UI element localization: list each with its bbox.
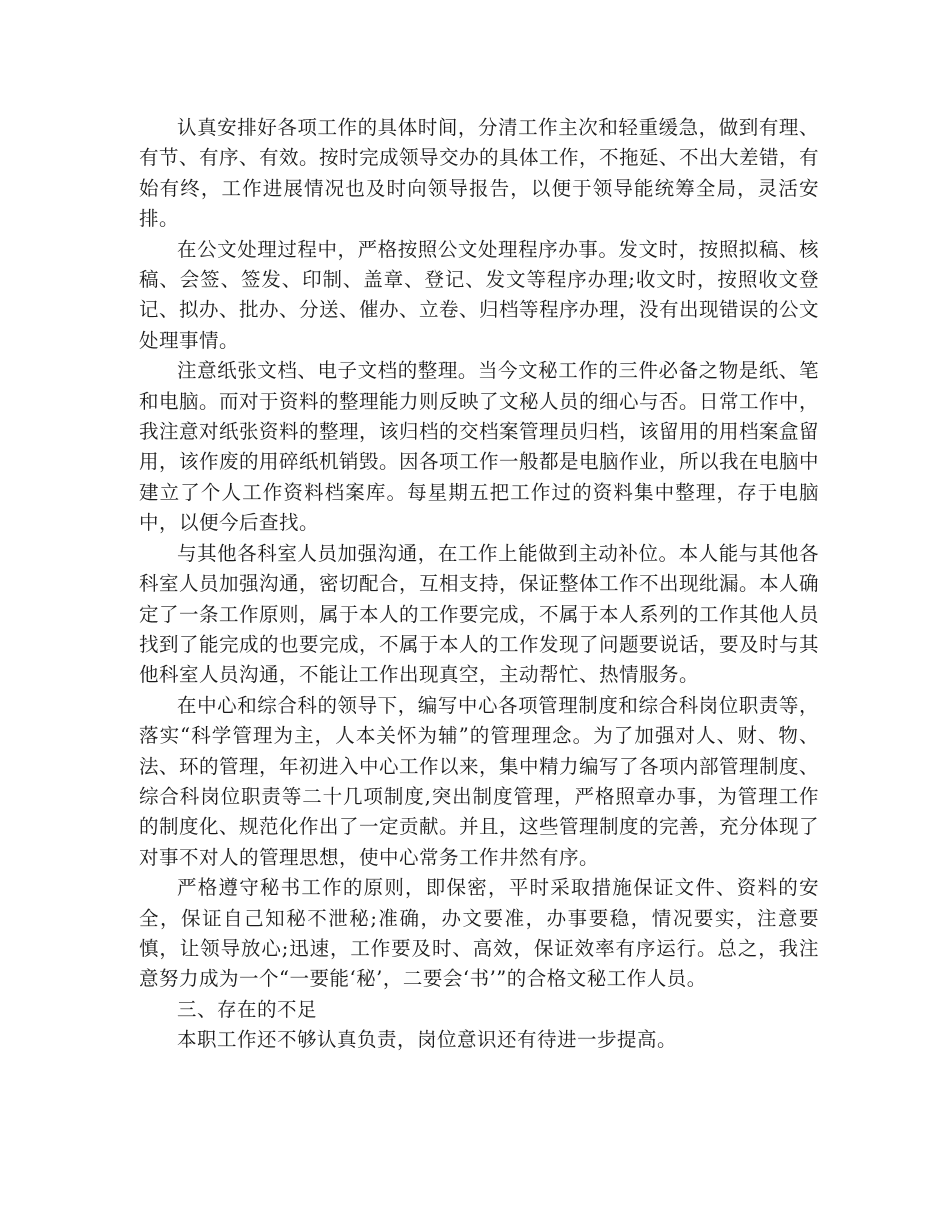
paragraph-shortcoming-item: 本职工作还不够认真负责，岗位意识还有待进一步提高。 xyxy=(177,1028,678,1052)
section-heading-shortcomings: 三、存在的不足 xyxy=(177,997,318,1021)
paragraph-file-organization: 注意纸张文档、电子文档的整理。当今文秘工作的三件必备之物是纸、笔和电脑。而对于资料的整理能力则反映了文秘人员的细心与否。日常工作中，我注意对纸张资料的整理，该归档的交档案管理员归档，该留用的用档案盒留用，该作废的用碎纸机销毁。因各项工作一般都是电脑作业，所以我在电脑中建立了个人工作资料档案库。每星期五把工作过的资料集中整理，存于电脑中，以便今后查找。 xyxy=(139,359,820,535)
paragraph-secretary-principles: 严格遵守秘书工作的原则，即保密，平时采取措施保证文件、资料的安全，保证自己知秘不泄秘;准确，办文要准，办事要稳，情况要实，注意要慎，让领导放心;迅速，工作要及时、高效，保证效率有序运行。总之，我注意努力成为一个“一要能‘秘’，二要会‘书’”的合格文秘工作人员。 xyxy=(139,876,819,991)
paragraph-management-system: 在中心和综合科的领导下，编写中心各项管理制度和综合科岗位职责等，落实“科学管理为主，人本关怀为辅”的管理理念。为了加强对人、财、物、法、环的管理，年初进入中心工作以来，集中精力编写了各项内部管理制度、综合科岗位职责等二十几项制度,突出制度管理，严格照章办事，为管理工作的制度化、规范化作出了一定贡献。并且，这些管理制度的完善，充分体现了对事不对人的管理思想，使中心常务工作井然有序。 xyxy=(139,693,820,869)
paragraph-schedule-work: 认真安排好各项工作的具体时间，分清工作主次和轻重缓急，做到有理、有节、有序、有效。按时完成领导交办的具体工作，不拖延、不出大差错，有始有终，工作进展情况也及时向领导报告，以便于领导能统筹全局，灵活安排。 xyxy=(139,116,820,231)
document-body xyxy=(139,113,819,1056)
paragraph-communication: 与其他各科室人员加强沟通，在工作上能做到主动补位。本人能与其他各科室人员加强沟通，密切配合，互相支持，保证整体工作不出现纰漏。本人确定了一条工作原则，属于本人的工作要完成，不属于本人系列的工作其他人员找到了能完成的也要完成，不属于本人的工作发现了问题要说话，要及时与其他科室人员沟通，不能让工作出现真空，主动帮忙、热情服务。 xyxy=(139,541,820,687)
paragraph-document-processing: 在公文处理过程中，严格按照公文处理程序办事。发文时，按照拟稿、核稿、会签、签发、印制、盖章、登记、发文等程序办理;收文时，按照收文登记、拟办、批办、分送、催办、立卷、归档等程序办理，没有出现错误的公文处理事情。 xyxy=(139,237,820,352)
